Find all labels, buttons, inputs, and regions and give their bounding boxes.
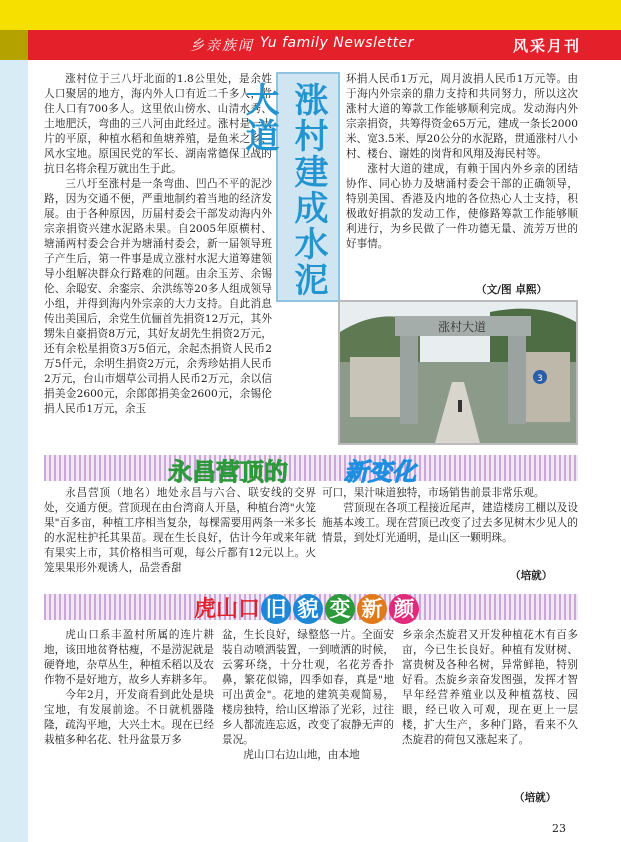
article3-column-3 — [402, 628, 578, 748]
article2-paragraph: 永昌营顶（地名）地处永昌与六合、联安线的交界处，交通方便。营顶现在由台湾商人开垦，种植台湾"火笼果"百多亩，种植工序相当复杂，每棵需要用两条一米多长的水泥柱护托其果苗。现在生长良好，估计今年或来年就有果实上市，其价格相当可观，每公斤都有12元以上。火笼果果形外观诱人，品尝香甜 — [44, 487, 316, 574]
article3-paragraph: 盆，生长良好，绿整悠一片。全面安装自动喷洒装置，一到喷洒的时候，云雾环绕，十分壮观，名花芳香扑鼻，繁花似锦，四季如春，真是"地可出黄金"。花地的建筑美观简易，楼房独特，给山区增添了光彩，过往乡人都流连忘返，改变了寂静无声的景况。 — [222, 629, 394, 746]
article1-left-paragraph: 涨村位于三八圩北面的1.8公里处，是余姓人口聚居的地方，海内外人口有近二千多人，常住人口有700多人。这里依山傍水、山清水秀、土地肥沃，弯曲的三八河由此经过。涨村是一大片的平原，种植水稻和鱼塘养殖，是鱼米之乡、风水宝地。原国民党的军长、湖南常德保卫战的抗日名将余程万就出生于此。 — [44, 73, 272, 175]
article3-banner — [44, 594, 578, 620]
article3-paragraph: 虎山口系丰盈村所属的连片耕地，该田地贫脊枯瘦，不是涝泥就是硬脊地，杂草丛生，种植禾稻以及农作物不是好地方，故乡人弃耕多年。 — [44, 629, 214, 686]
article3-column-1 — [44, 628, 214, 748]
page-number: 23 — [552, 822, 566, 835]
article2-title-part1: 永昌营顶的 — [168, 458, 288, 486]
article1-title-box — [239, 72, 340, 302]
article2-paragraph: 营顶现在各项工程接近尾声，建造楼房工棚以及设施基本竣工。现在营顶已改变了过去多见树木少见人的情景，到处灯光通明，是山区一颗明珠。 — [322, 502, 578, 544]
article3-title-b: 旧 — [261, 594, 291, 624]
road-plate-number: 3 — [537, 374, 543, 384]
header-section-name: 风采月刊 — [513, 37, 582, 55]
article2-left-column — [44, 486, 316, 576]
article3-title-d: 变 — [325, 594, 355, 624]
article1-credit: （文/图 卓熙） — [476, 284, 548, 296]
header-english-title: Yu family Newsletter — [260, 35, 414, 51]
header-yellow-band — [0, 0, 621, 30]
article3-paragraph: 乡亲余杰旋君又开发种植花木有百多亩，今已生长良好。种植有发财树、富贵树及各种名树，异常鲜艳，特别好看。杰旋乡亲奋发图强，发挥才智早年经营养殖业以及种植荔枝、园眼，经已收入可观，现在更上一层楼，扩大生产，多种门路，看来不久杰旋君的荷包又涨起来了。 — [402, 629, 578, 746]
article1-right-paragraph: 涨村大道的建成，有赖于国内外乡亲的团结协作、同心协力及塘涌村委会干部的正确领导，特别美国、香港及内地的各位热心人士支持，积极敢好捐款的发动工作，使修路筹款工作能够顺利进行，为乡民做了一件功德无量、流芳万世的好事情。 — [346, 163, 578, 250]
article2-banner — [44, 455, 578, 486]
article3-title-a: 虎山口 — [194, 597, 261, 622]
article3-title — [194, 592, 420, 624]
article3-title-e: 新 — [357, 594, 387, 624]
article3-paragraph: 虎山口右边山地，由本地 — [243, 749, 360, 761]
header-subtitle: 乡亲族闻 — [190, 38, 254, 54]
article1-title: 涨村建成水泥大道 — [239, 82, 328, 298]
article2-title-part2: 新变化 — [344, 458, 416, 486]
article3-title-f: 颜 — [389, 594, 419, 624]
article2-right-column — [322, 486, 578, 546]
left-margin-bar — [0, 60, 28, 842]
article2-paragraph: 可口，果汁味道独特，市场销售前景非常乐观。 — [322, 487, 545, 499]
article2-credit: （培就） — [510, 570, 553, 582]
village-gate-photo — [338, 300, 578, 445]
article3-column-2 — [222, 628, 394, 763]
article3-paragraph: 今年2月，开发商看到此处是块宝地，有发展前途。不日就机器隆隆，疏沟平地，大兴土木。现在已经栽植多种名花、牡丹盆景万多 — [44, 689, 214, 746]
article1-right-column — [346, 72, 578, 252]
article3-credit: （培就） — [514, 792, 557, 804]
article1-left-paragraph: 三八圩至涨村是一条弯曲、凹凸不平的泥沙路，因为交通不便，严重地制约着当地的经济发展。由于各种原因，历届村委会干部发动海内外宗亲捐资兴建水泥路未果。自2005年原横村、塘涌两村委会合并为塘涌村委会，新一届领导班子产生后，第一件事是成立涨村水泥大道筹建领导小组解决群众行路难的问题。由余玉芳、余锡伦、余聪安、余銮宗、余洪练等20多人组成领导小组，并得到海内外宗亲的大力支持。自此消息传出美国后，余党生伉俪首先捐资12万元，其外甥朱自豪捐资8万元，其好友胡先生捐资2万元，还有余松星捐资3万5佰元，余起杰捐资人民币2万5仟元，余明生捐资2万元，余秀珍姑捐人民币2万元，台山市烟草公司捐人民币2万元，余以信捐美金2600元，余郎郎捐美金2600元，余锡伦捐人民币1万元，余玉 — [44, 178, 272, 415]
header-fold — [0, 30, 28, 60]
gate-sign-text: 涨村大道 — [438, 320, 487, 334]
banner-stripes — [44, 455, 578, 481]
gate-photo-illustration — [340, 302, 576, 443]
article1-right-paragraph: 环捐人民币1万元，周月波捐人民币1万元等。由于海内外宗亲的鼎力支持和共同努力，所以这次涨村大道的筹款工作能够顺利完成。发动海内外宗亲捐资，共筹得资金65万元，建成一条长2000米、宽3.5米、厚20公分的水泥路，贯通涨村八小村、楼台、谢姓的岗背和风翔及海民村等。 — [346, 73, 578, 160]
article3-title-c: 貌 — [293, 594, 323, 624]
page-header — [0, 0, 621, 62]
